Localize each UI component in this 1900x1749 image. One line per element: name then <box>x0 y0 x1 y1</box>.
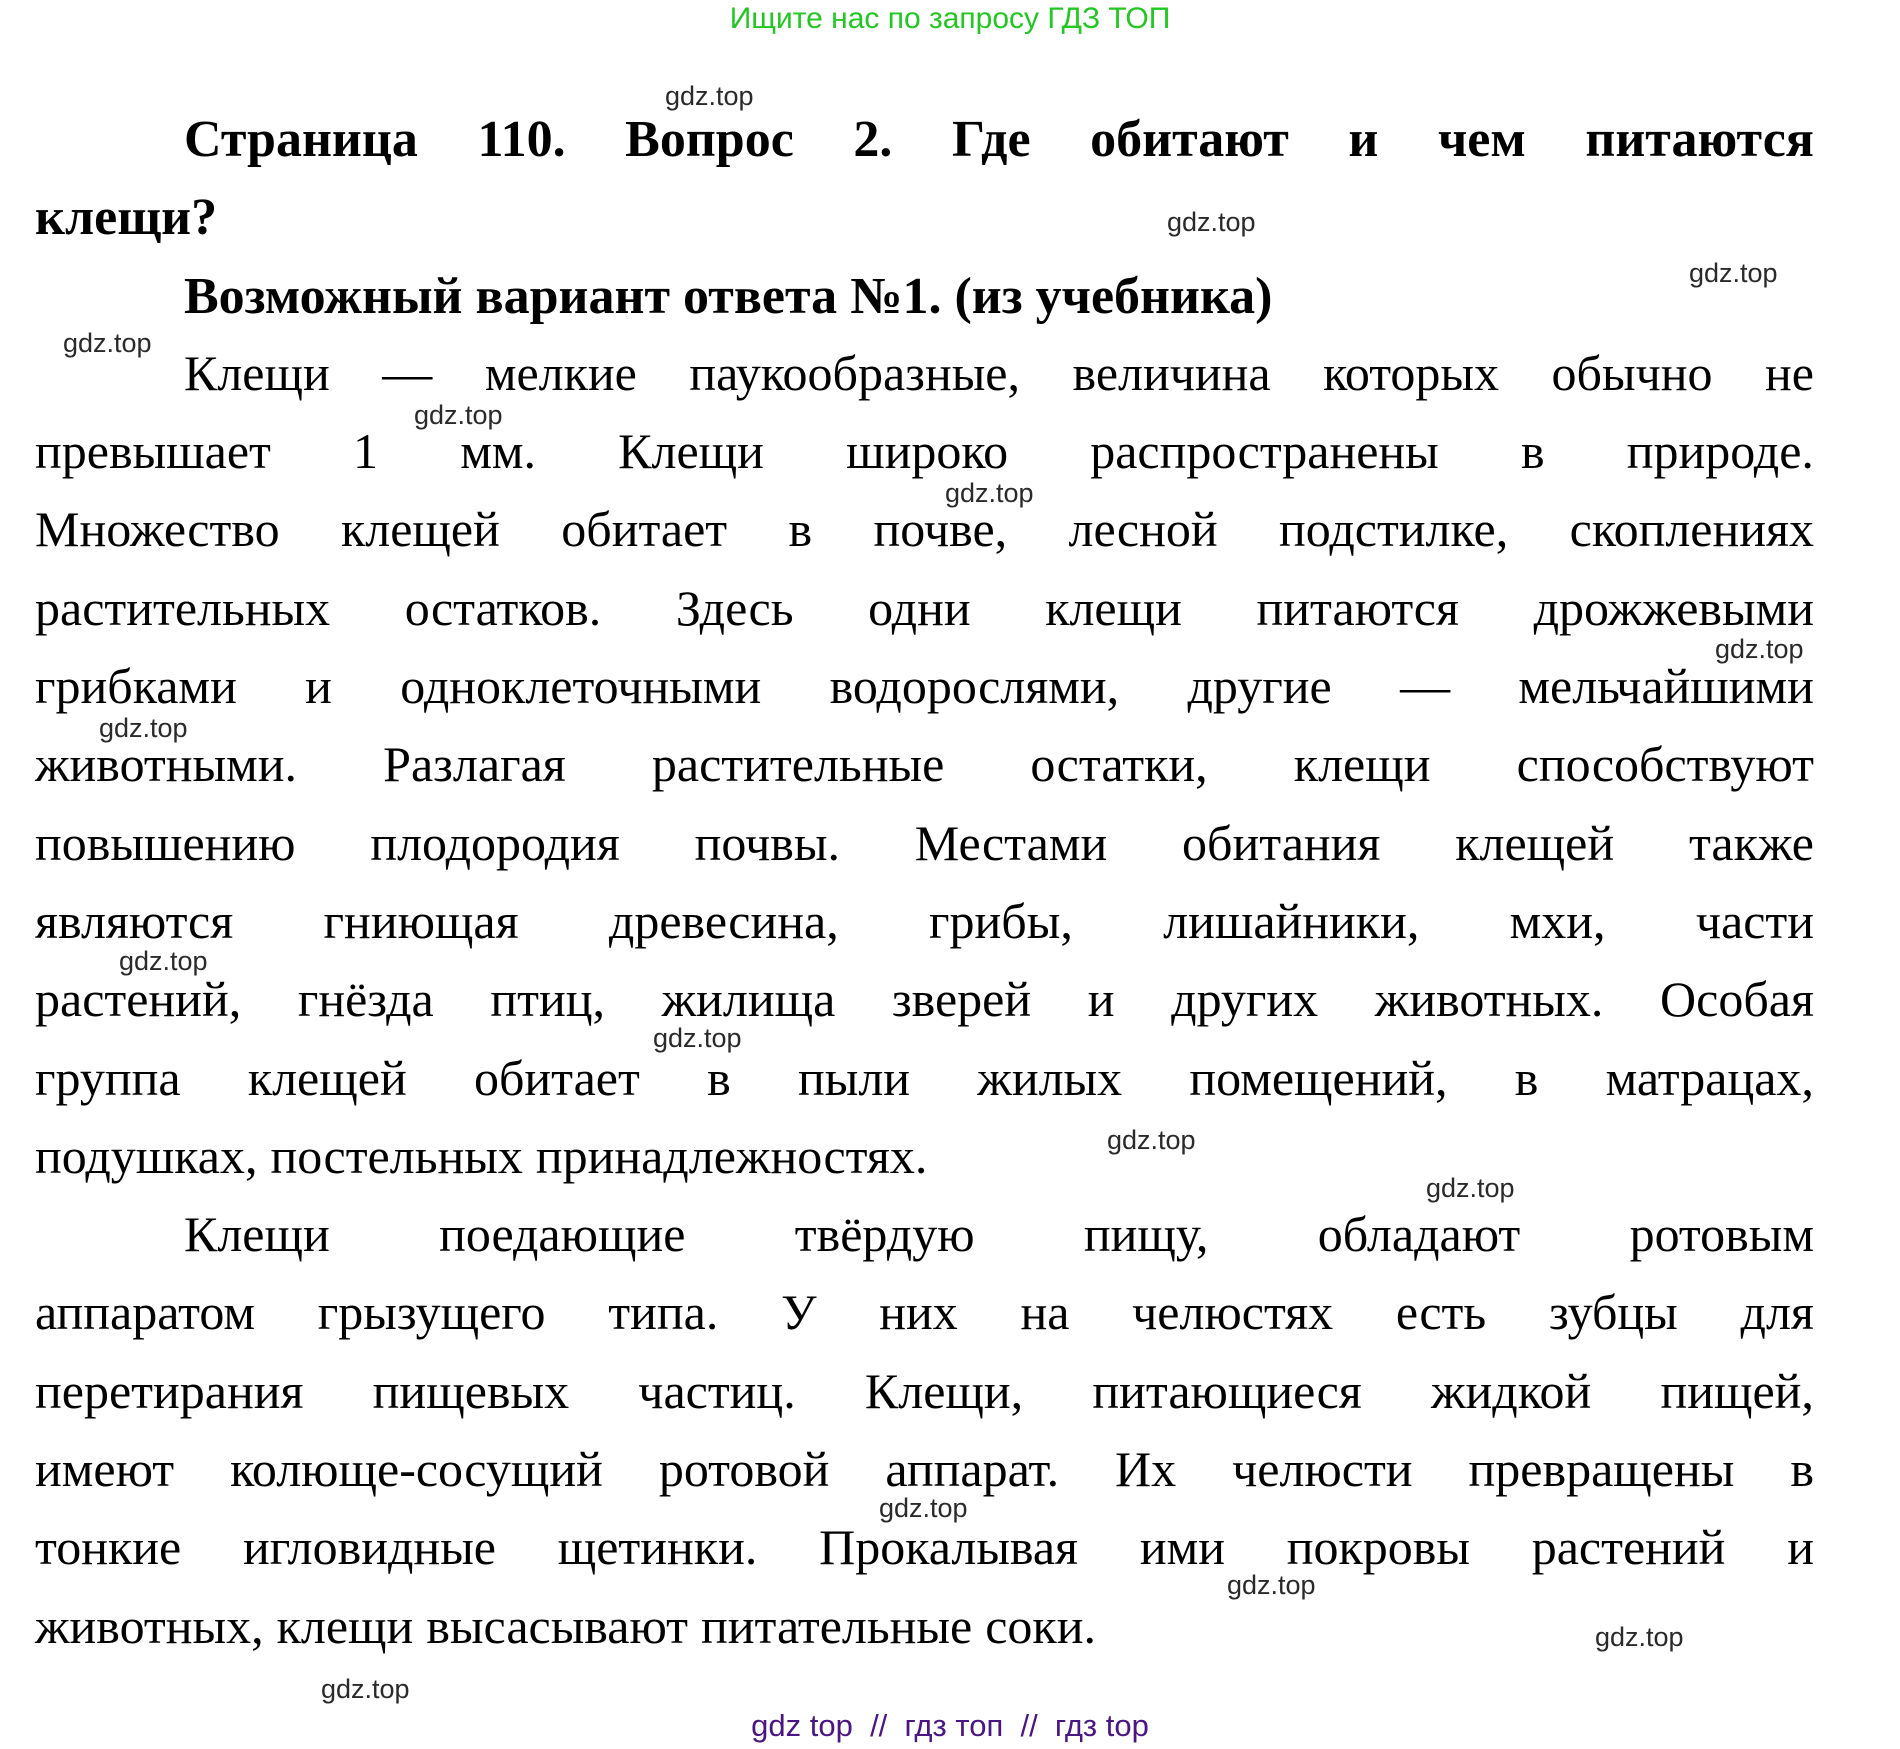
paragraph1-line <box>35 1048 1814 1108</box>
word: одни <box>868 580 971 636</box>
word: Клещи, <box>864 1363 1024 1419</box>
word: обычно <box>1551 345 1713 401</box>
paragraph1-line <box>35 1126 1814 1186</box>
word: ответа <box>682 268 838 325</box>
paragraph1-line <box>35 969 1814 1029</box>
word: ротовым <box>1629 1206 1814 1262</box>
watermark: gdz.top <box>879 1493 968 1523</box>
word: имеют <box>35 1441 175 1497</box>
word: животными. <box>35 736 298 792</box>
watermark: gdz.top <box>945 478 1034 508</box>
word: скоплениях <box>1569 501 1814 557</box>
word: клещи? <box>35 189 218 246</box>
watermark: gdz.top <box>1107 1125 1196 1155</box>
word: растений, <box>35 971 242 1027</box>
paragraph1-line <box>35 891 1814 951</box>
word: в <box>1514 1050 1539 1106</box>
word: питающиеся <box>1092 1363 1362 1419</box>
word: мельчайшими <box>1518 658 1814 714</box>
word: учебника) <box>1035 268 1273 325</box>
word: Их <box>1115 1441 1177 1497</box>
word: клещи <box>1045 580 1182 636</box>
word: постельных <box>270 1128 523 1184</box>
paragraph1-line <box>35 578 1814 638</box>
word: зубцы <box>1548 1284 1678 1340</box>
word: Прокалывая <box>819 1519 1079 1575</box>
paragraph1-line <box>184 343 1814 403</box>
word: аппаратом <box>35 1284 256 1340</box>
word: грызущего <box>317 1284 546 1340</box>
word: других <box>1171 971 1319 1027</box>
word: способствуют <box>1516 736 1814 792</box>
word: лесной <box>1068 501 1218 557</box>
word: челюстях <box>1132 1284 1334 1340</box>
watermark: gdz.top <box>63 328 152 358</box>
word: превышает <box>35 423 271 479</box>
word: Клещи <box>618 423 764 479</box>
word: клещи <box>276 1598 414 1654</box>
word: питательные <box>701 1598 973 1654</box>
word: игловидные <box>242 1519 496 1575</box>
word: подушках, <box>35 1128 258 1184</box>
word: поедающие <box>439 1206 686 1262</box>
word: для <box>1740 1284 1814 1340</box>
paragraph2-line <box>35 1517 1814 1577</box>
watermark: gdz.top <box>414 400 503 430</box>
word: 2. <box>853 111 893 168</box>
word: перетирания <box>35 1363 304 1419</box>
word: птиц, <box>490 971 605 1027</box>
word: на <box>1020 1284 1070 1340</box>
word: щетинки. <box>557 1519 758 1575</box>
word: водорослями, <box>829 658 1120 714</box>
watermark: gdz.top <box>1227 1570 1316 1600</box>
word: частиц. <box>638 1363 796 1419</box>
word: принадлежностях. <box>535 1128 928 1184</box>
word: них <box>879 1284 958 1340</box>
word: Страница <box>184 111 418 168</box>
word: величина <box>1072 345 1271 401</box>
word: покровы <box>1286 1519 1470 1575</box>
word: колюще-сосущий <box>230 1441 603 1497</box>
word: челюсти <box>1232 1441 1413 1497</box>
watermark: gdz.top <box>1426 1173 1515 1203</box>
paragraph1-line <box>35 813 1814 873</box>
word: растений <box>1531 1519 1726 1575</box>
word: дрожжевыми <box>1533 580 1814 636</box>
word: высасывают <box>426 1598 688 1654</box>
word: обладают <box>1317 1206 1521 1262</box>
word: и <box>305 658 332 714</box>
word: другие <box>1187 658 1332 714</box>
paragraph2-line <box>35 1361 1814 1421</box>
word: и <box>1087 971 1115 1027</box>
answer-subtitle <box>184 267 1814 327</box>
word: растительных <box>35 580 331 636</box>
word: грибы, <box>929 893 1073 949</box>
watermark: gdz.top <box>1689 258 1778 288</box>
word: ротовой <box>658 1441 830 1497</box>
word: мелкие <box>484 345 637 401</box>
word: остатков. <box>404 580 602 636</box>
word: пищевых <box>372 1363 570 1419</box>
word: также <box>1688 815 1814 871</box>
word: и <box>1787 1519 1814 1575</box>
word: жилых <box>977 1050 1123 1106</box>
word: зверей <box>891 971 1032 1027</box>
word: остатки, <box>1030 736 1208 792</box>
word: жилища <box>661 971 836 1027</box>
word: одноклеточными <box>400 658 762 714</box>
word: обитает <box>473 1050 640 1106</box>
word: части <box>1695 893 1814 949</box>
paragraph1-line <box>35 421 1814 481</box>
footer-links: gdz top // гдз топ // гдз top <box>751 1708 1149 1743</box>
word: жидкой <box>1431 1363 1592 1419</box>
watermark: gdz.top <box>1595 1622 1684 1652</box>
word: чем <box>1437 111 1526 168</box>
watermark: gdz.top <box>1715 634 1804 664</box>
word: и <box>1348 111 1379 168</box>
word: которых <box>1323 345 1500 401</box>
word: 1 <box>353 423 379 479</box>
word: вариант <box>475 268 670 325</box>
word: почвы. <box>694 815 840 871</box>
word: У <box>781 1284 817 1340</box>
word: группа <box>35 1050 181 1106</box>
search-banner: Ищите нас по запросу ГДЗ ТОП <box>729 2 1171 35</box>
word: пыли <box>797 1050 911 1106</box>
word: Вопрос <box>625 111 794 168</box>
word: матрацах, <box>1605 1050 1814 1106</box>
word: древесина, <box>608 893 839 949</box>
word: №1. <box>850 268 942 325</box>
word: питаются <box>1256 580 1459 636</box>
word: питаются <box>1585 111 1814 168</box>
watermark: gdz.top <box>653 1023 742 1053</box>
watermark: gdz.top <box>119 946 208 976</box>
watermark: gdz.top <box>665 81 754 111</box>
word: клещей <box>1455 815 1615 871</box>
paragraph2-line <box>35 1439 1814 1499</box>
word: широко <box>846 423 1009 479</box>
word: Множество <box>35 501 280 557</box>
word: повышению <box>35 815 296 871</box>
question-title-line2 <box>35 188 1814 248</box>
word: Разлагая <box>383 736 566 792</box>
word: грибками <box>35 658 237 714</box>
word: Клещи <box>184 1206 330 1262</box>
word: клещей <box>247 1050 407 1106</box>
word: являются <box>35 893 234 949</box>
word: лишайники, <box>1163 893 1420 949</box>
word: в <box>1790 1441 1814 1497</box>
word: ими <box>1139 1519 1225 1575</box>
word: в <box>1520 423 1545 479</box>
word: растительные <box>651 736 945 792</box>
word: животных. <box>1374 971 1604 1027</box>
word: клещей <box>340 501 500 557</box>
word: в <box>788 501 813 557</box>
word: мхи, <box>1509 893 1606 949</box>
word: обитания <box>1182 815 1381 871</box>
word: клещи <box>1293 736 1431 792</box>
word: Особая <box>1660 971 1814 1027</box>
word: обитает <box>561 501 728 557</box>
word: Здесь <box>675 580 794 636</box>
paragraph1-line <box>35 734 1814 794</box>
paragraph2-line <box>184 1204 1814 1264</box>
word: Возможный <box>184 268 463 325</box>
question-title-line1 <box>184 110 1814 170</box>
word: паукообразные, <box>689 345 1020 401</box>
word: превращены <box>1468 1441 1735 1497</box>
word: подстилке, <box>1279 501 1509 557</box>
word: — <box>382 345 433 401</box>
word: плодородия <box>370 815 620 871</box>
word: распространены <box>1090 423 1439 479</box>
watermark: gdz.top <box>321 1674 410 1704</box>
paragraph2-line <box>35 1596 1814 1656</box>
word: твёрдую <box>794 1206 975 1262</box>
word: почве, <box>873 501 1008 557</box>
word: — <box>1400 658 1451 714</box>
word: есть <box>1395 1284 1487 1340</box>
word: аппарат. <box>885 1441 1060 1497</box>
word: природе. <box>1626 423 1814 479</box>
paragraph2-line <box>35 1282 1814 1342</box>
word: обитают <box>1090 111 1289 168</box>
paragraph1-line <box>35 656 1814 716</box>
paragraph1-line <box>35 499 1814 559</box>
word: (из <box>954 268 1023 325</box>
watermark: gdz.top <box>1167 207 1256 237</box>
word: Клещи <box>184 345 330 401</box>
word: животных, <box>35 1598 264 1654</box>
word: Местами <box>914 815 1108 871</box>
word: гнёзда <box>297 971 434 1027</box>
word: пищу, <box>1083 1206 1209 1262</box>
word: в <box>707 1050 731 1106</box>
word: 110. <box>477 111 566 168</box>
word: пищей, <box>1660 1363 1814 1419</box>
word: типа. <box>608 1284 719 1340</box>
word: тонкие <box>35 1519 182 1575</box>
word: мм. <box>460 423 536 479</box>
word: гниющая <box>323 893 519 949</box>
watermark: gdz.top <box>99 713 188 743</box>
word: Где <box>951 111 1031 168</box>
word: не <box>1765 345 1814 401</box>
word: помещений, <box>1189 1050 1448 1106</box>
word: соки. <box>985 1598 1096 1654</box>
